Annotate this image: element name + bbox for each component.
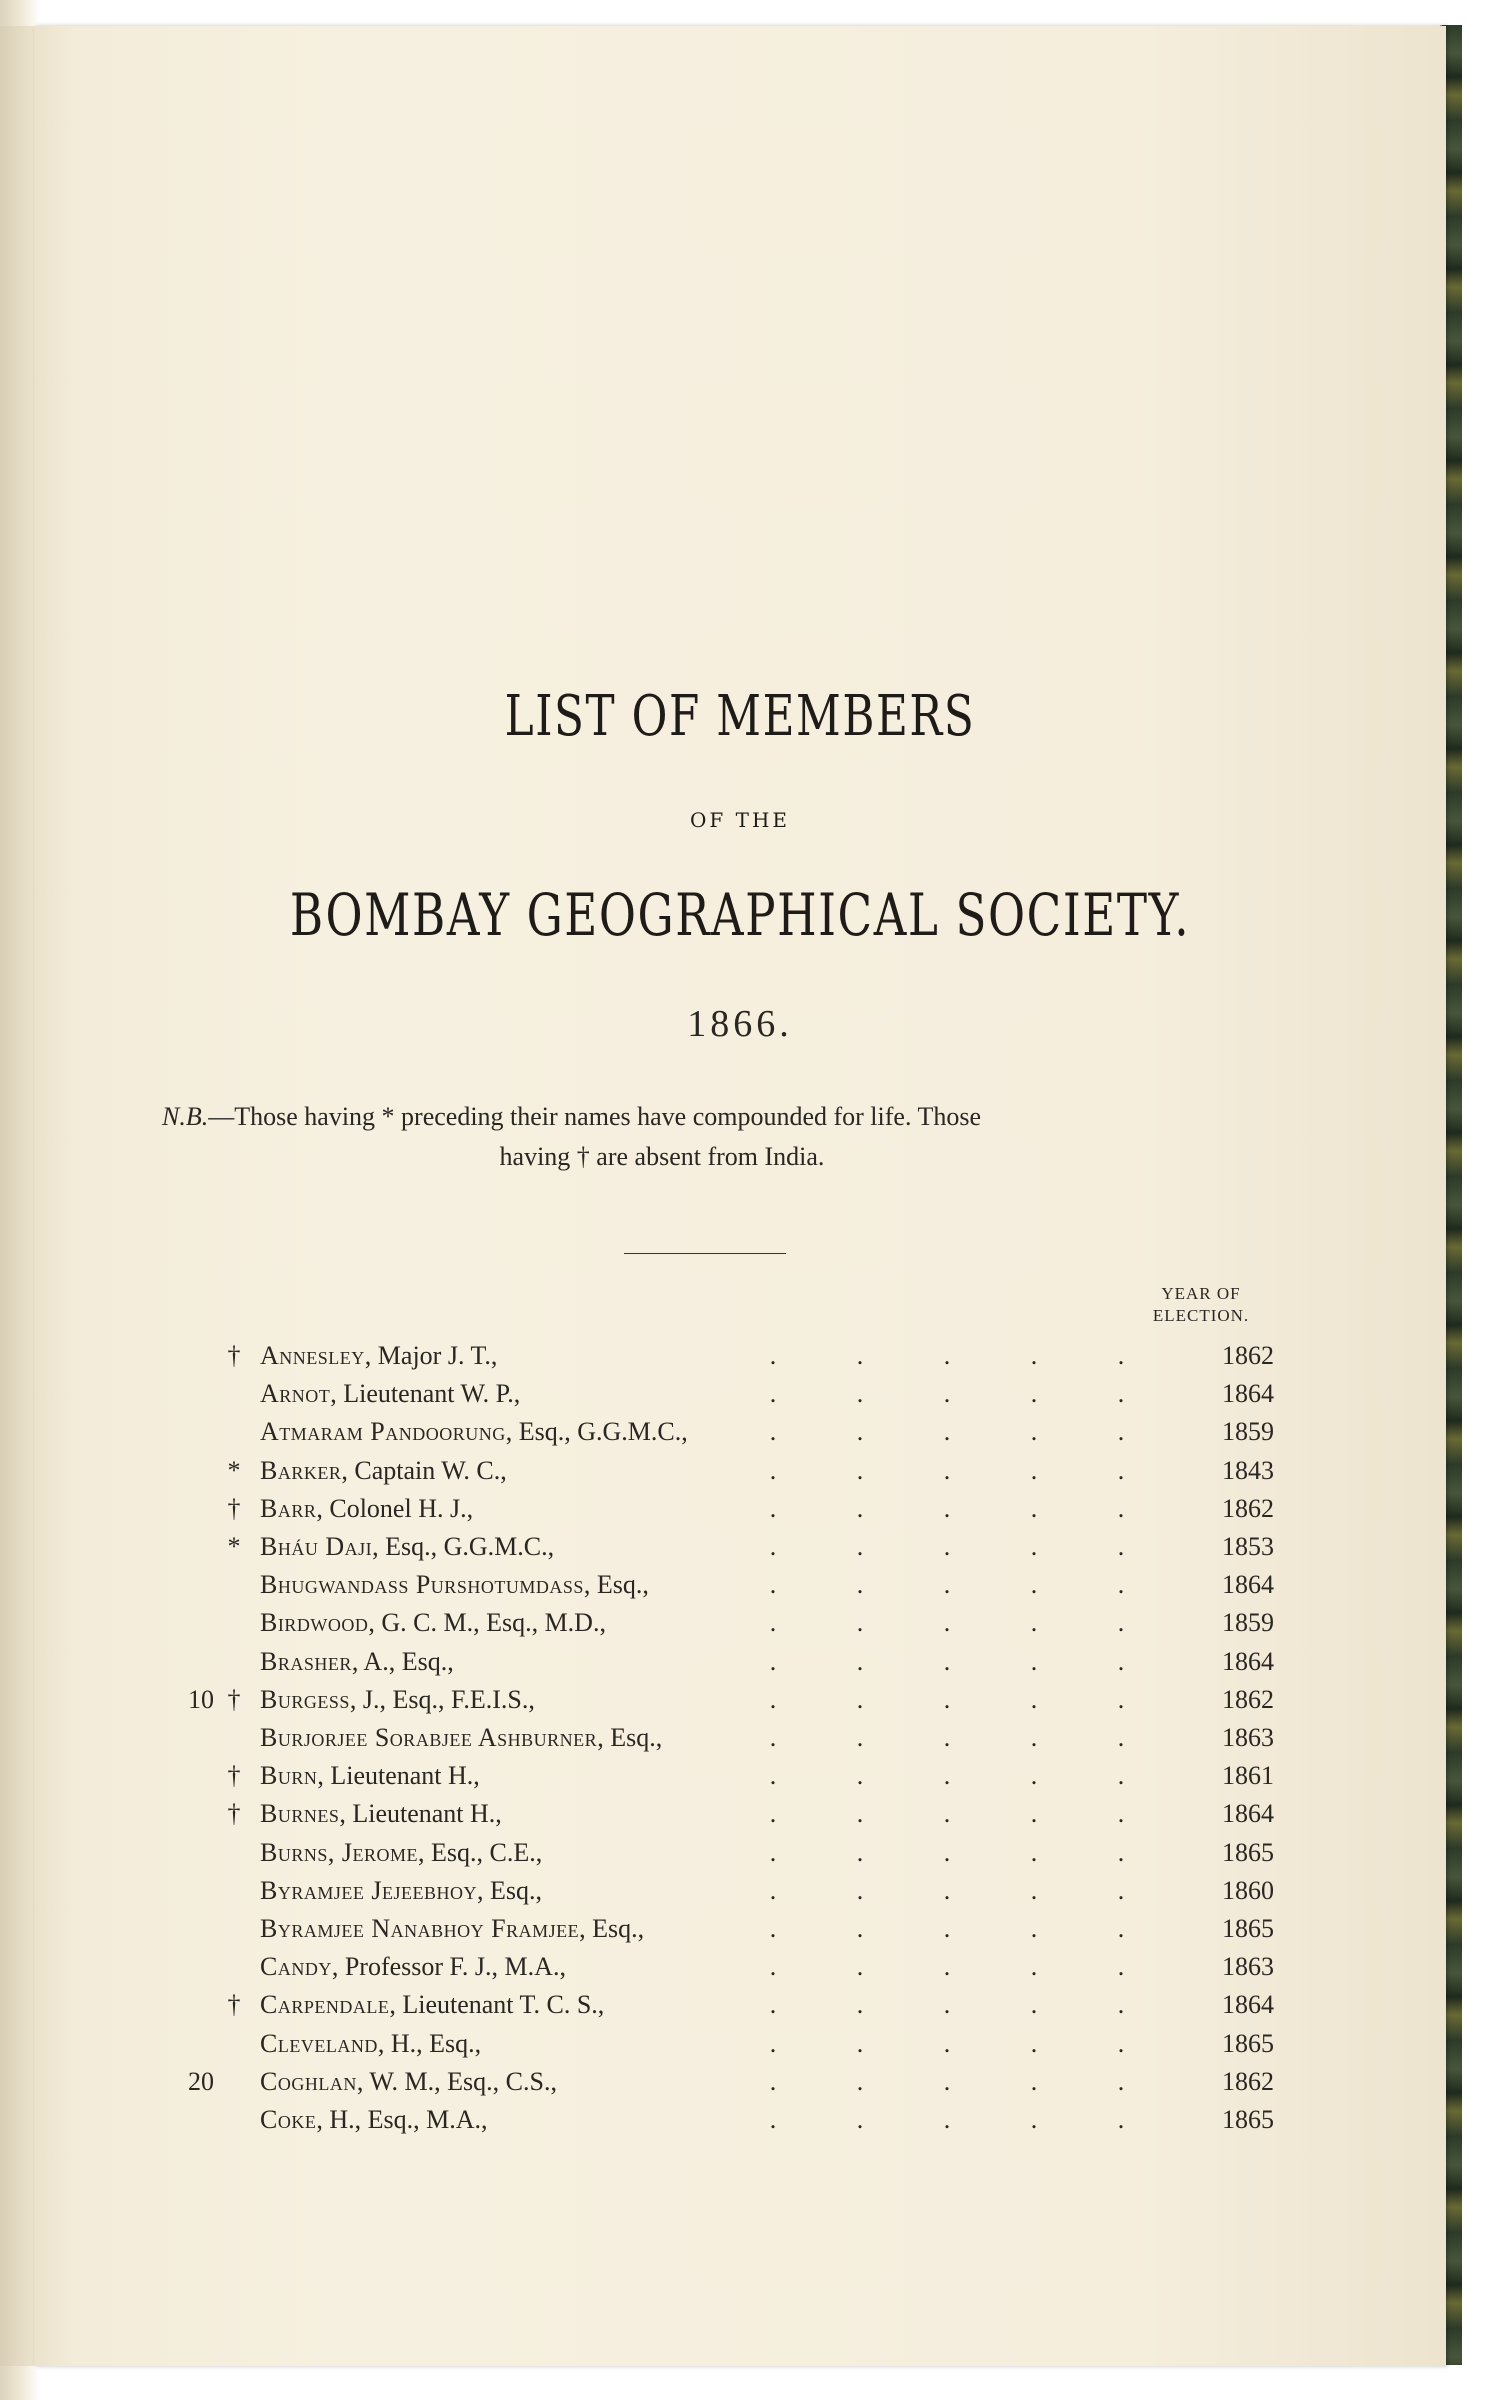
member-details: , J., Esq., F.E.I.S., xyxy=(349,1684,535,1714)
election-year: 1859 xyxy=(1222,1608,1274,1638)
member-name xyxy=(260,2101,488,2139)
leader-dot: . xyxy=(943,1952,951,1982)
member-name xyxy=(260,1910,644,1948)
leader-dot: . xyxy=(1117,2105,1125,2134)
member-mark: † xyxy=(227,1684,241,1714)
leader-dot: . xyxy=(856,1761,864,1791)
member-name xyxy=(260,1643,454,1681)
leader-dot: . xyxy=(1117,2066,1125,2096)
election-year: 1865 xyxy=(1222,1914,1274,1943)
member-surname: Burnes xyxy=(260,1799,340,1829)
nota-bene-label: N.B. xyxy=(162,1102,209,1131)
nota-bene-text-1: —Those having * preceding their names have compounded for life. Those xyxy=(208,1102,982,1131)
member-surname: Coghlan xyxy=(260,2066,357,2096)
member-details: , Esq., xyxy=(597,1723,663,1752)
leader-dot: . xyxy=(943,2105,951,2134)
member-row xyxy=(34,1490,1446,1528)
member-details: , H., Esq., xyxy=(377,2028,482,2058)
leader-dot: . xyxy=(856,1952,864,1982)
divider-rule xyxy=(624,1253,786,1254)
member-surname: Burn xyxy=(260,1761,318,1791)
member-mark: † xyxy=(227,1799,241,1829)
leader-dot: . xyxy=(1030,1837,1038,1867)
leader-dot: . xyxy=(769,1990,777,2020)
member-row xyxy=(34,2063,1446,2101)
member-name xyxy=(260,1948,566,1986)
member-surname: Candy xyxy=(260,1952,332,1982)
member-surname: Byramjee Jejeebhoy xyxy=(260,1875,477,1905)
page-left-edge xyxy=(0,26,34,2366)
leader-dot: . xyxy=(1117,1875,1125,1905)
member-surname: Barker xyxy=(260,1455,342,1485)
publication-year: 1866. xyxy=(687,1003,793,1045)
leader-dot: . xyxy=(943,1532,951,1561)
nota-bene-note xyxy=(162,1097,1302,1177)
member-name xyxy=(260,1375,520,1413)
leader-dot: . xyxy=(769,1570,777,1600)
leader-dot: . xyxy=(769,1532,777,1561)
leader-dot: . xyxy=(769,1799,777,1829)
member-name xyxy=(260,1681,535,1719)
leader-dot: . xyxy=(769,1761,777,1791)
leader-dot: . xyxy=(856,1570,864,1600)
leader-dot: . xyxy=(856,1532,864,1561)
member-row xyxy=(34,1872,1446,1910)
leader-dot: . xyxy=(769,1341,777,1370)
member-details: , Esq., G.G.M.C., xyxy=(372,1532,555,1561)
member-row xyxy=(34,1643,1446,1681)
leader-dot: . xyxy=(1030,1875,1038,1905)
election-year: 1862 xyxy=(1222,1684,1274,1714)
leader-dot: . xyxy=(769,1875,777,1905)
leader-dot: . xyxy=(856,1417,864,1447)
leader-dot: . xyxy=(1030,1570,1038,1600)
leader-dot: . xyxy=(769,1646,777,1676)
leader-dot: . xyxy=(943,1684,951,1714)
year-of-election-header-line-2: ELECTION. xyxy=(1152,1306,1250,1325)
leader-dot: . xyxy=(1030,1341,1038,1370)
year-of-election-header-line-1: YEAR OF xyxy=(1161,1284,1241,1303)
leader-dot: . xyxy=(1030,1455,1038,1485)
leader-dot: . xyxy=(1030,1417,1038,1447)
member-details: , W. M., Esq., C.S., xyxy=(356,2066,557,2096)
leader-dot: . xyxy=(1117,1532,1125,1561)
election-year: 1864 xyxy=(1222,1570,1274,1600)
member-surname: Birdwood xyxy=(260,1608,369,1638)
leader-dot: . xyxy=(1030,1379,1038,1409)
member-details: , Lieutenant W. P., xyxy=(330,1379,521,1409)
leader-dot: . xyxy=(1030,1493,1038,1523)
leader-dot: . xyxy=(856,1875,864,1905)
leader-dot: . xyxy=(1117,1379,1125,1409)
member-surname: Burns, Jerome xyxy=(260,1837,418,1867)
election-year: 1853 xyxy=(1222,1532,1274,1561)
member-details: , A., Esq., xyxy=(351,1646,454,1676)
leader-dot: . xyxy=(769,1417,777,1447)
leader-dot: . xyxy=(943,1493,951,1523)
member-details: , Esq., xyxy=(579,1914,645,1943)
member-name xyxy=(260,2025,481,2063)
member-details: , Lieutenant H., xyxy=(339,1799,502,1829)
leader-dot: . xyxy=(856,1379,864,1409)
leader-dot: . xyxy=(769,1914,777,1943)
member-surname: Coke xyxy=(260,2105,317,2134)
leader-dot: . xyxy=(1117,1684,1125,1714)
election-year: 1865 xyxy=(1222,2028,1274,2058)
member-details: , Esq., xyxy=(583,1570,649,1600)
member-mark: * xyxy=(227,1532,241,1561)
line-number: 20 xyxy=(188,2066,214,2096)
member-surname: Barr xyxy=(260,1493,317,1523)
member-name xyxy=(260,1566,649,1604)
leader-dot: . xyxy=(943,1608,951,1638)
member-surname: Burjorjee Sorabjee Ashburner xyxy=(260,1723,598,1752)
election-year: 1864 xyxy=(1222,1799,1274,1829)
member-name xyxy=(260,1834,542,1872)
leader-dot: . xyxy=(943,1417,951,1447)
leader-dot: . xyxy=(1030,2066,1038,2096)
leader-dot: . xyxy=(769,1952,777,1982)
election-year: 1861 xyxy=(1222,1761,1274,1791)
member-row xyxy=(34,1834,1446,1872)
leader-dot: . xyxy=(856,2105,864,2134)
election-year: 1860 xyxy=(1222,1875,1274,1905)
leader-dot: . xyxy=(943,1570,951,1600)
member-details: , Major J. T., xyxy=(364,1341,498,1370)
member-name xyxy=(260,1757,480,1795)
member-row xyxy=(34,1413,1446,1451)
election-year: 1862 xyxy=(1222,1341,1274,1370)
member-surname: Burgess xyxy=(260,1684,350,1714)
member-surname: Carpendale xyxy=(260,1990,390,2020)
member-details: , Lieutenant H., xyxy=(317,1761,480,1791)
member-row xyxy=(34,1337,1446,1375)
member-mark: † xyxy=(227,1493,241,1523)
member-row xyxy=(34,1566,1446,1604)
leader-dot: . xyxy=(1117,1608,1125,1638)
member-row xyxy=(34,1528,1446,1566)
member-name xyxy=(260,1337,497,1375)
leader-dot: . xyxy=(943,1990,951,2020)
leader-dot: . xyxy=(943,1837,951,1867)
member-surname: Atmaram Pandoorung xyxy=(260,1417,506,1447)
leader-dot: . xyxy=(1117,1493,1125,1523)
society-name: BOMBAY GEOGRAPHICAL SOCIETY. xyxy=(289,881,1191,949)
leader-dot: . xyxy=(943,1379,951,1409)
member-details: , Esq., G.G.M.C., xyxy=(505,1417,688,1447)
leader-dot: . xyxy=(769,1608,777,1638)
member-details: , G. C. M., Esq., M.D., xyxy=(368,1608,606,1638)
member-details: , Professor F. J., M.A., xyxy=(331,1952,566,1982)
member-mark: † xyxy=(227,1761,241,1791)
member-surname: Bháu Daji xyxy=(260,1532,373,1561)
leader-dot: . xyxy=(769,1837,777,1867)
leader-dot: . xyxy=(769,1684,777,1714)
leader-dot: . xyxy=(856,1990,864,2020)
member-details: , Captain W. C., xyxy=(341,1455,507,1485)
leader-dot: . xyxy=(769,2028,777,2058)
member-details: , H., Esq., M.A., xyxy=(316,2105,488,2134)
leader-dot: . xyxy=(1117,1837,1125,1867)
member-details: , Esq., xyxy=(476,1875,542,1905)
leader-dot: . xyxy=(943,1341,951,1370)
election-year: 1862 xyxy=(1222,2066,1274,2096)
leader-dot: . xyxy=(1117,1799,1125,1829)
member-row xyxy=(34,1375,1446,1413)
leader-dot: . xyxy=(1117,1952,1125,1982)
leader-dot: . xyxy=(856,1455,864,1485)
member-name xyxy=(260,1872,542,1910)
member-name xyxy=(260,1413,688,1451)
member-mark: † xyxy=(227,1341,241,1370)
member-details: , Esq., C.E., xyxy=(417,1837,543,1867)
leader-dot: . xyxy=(1030,1799,1038,1829)
page-subtitle: OF THE xyxy=(689,808,790,832)
member-mark: † xyxy=(227,1990,241,2020)
book-page xyxy=(34,26,1446,2366)
leader-dot: . xyxy=(943,1455,951,1485)
member-row xyxy=(34,1986,1446,2024)
leader-dot: . xyxy=(943,1875,951,1905)
leader-dot: . xyxy=(943,2066,951,2096)
nota-bene-text-2: having † are absent from India. xyxy=(499,1142,825,1171)
leader-dot: . xyxy=(1030,2028,1038,2058)
leader-dot: . xyxy=(856,1914,864,1943)
leader-dot: . xyxy=(856,2066,864,2096)
leader-dot: . xyxy=(1030,1532,1038,1561)
leader-dot: . xyxy=(1030,2105,1038,2134)
member-name xyxy=(260,1490,473,1528)
leader-dot: . xyxy=(856,1608,864,1638)
member-row xyxy=(34,1452,1446,1490)
leader-dot: . xyxy=(1117,1417,1125,1447)
member-row xyxy=(34,1948,1446,1986)
member-row xyxy=(34,1604,1446,1642)
election-year: 1864 xyxy=(1222,1379,1274,1409)
member-name xyxy=(260,1452,507,1490)
leader-dot: . xyxy=(1117,1570,1125,1600)
election-year: 1865 xyxy=(1222,2105,1274,2134)
leader-dot: . xyxy=(856,1493,864,1523)
leader-dot: . xyxy=(1117,1723,1125,1752)
member-name xyxy=(260,1528,554,1566)
leader-dot: . xyxy=(1030,1723,1038,1752)
leader-dot: . xyxy=(856,1837,864,1867)
leader-dot: . xyxy=(1030,1608,1038,1638)
leader-dot: . xyxy=(1030,1914,1038,1943)
leader-dot: . xyxy=(856,1684,864,1714)
leader-dot: . xyxy=(943,1646,951,1676)
leader-dot: . xyxy=(1117,1646,1125,1676)
leader-dot: . xyxy=(1117,1990,1125,2020)
leader-dot: . xyxy=(856,2028,864,2058)
leader-dot: . xyxy=(943,1723,951,1752)
election-year: 1859 xyxy=(1222,1417,1274,1447)
leader-dot: . xyxy=(1030,1646,1038,1676)
member-row xyxy=(34,2025,1446,2063)
election-year: 1843 xyxy=(1222,1455,1274,1485)
member-details: , Colonel H. J., xyxy=(316,1493,474,1523)
leader-dot: . xyxy=(856,1341,864,1370)
member-name xyxy=(260,1795,502,1833)
election-year: 1864 xyxy=(1222,1646,1274,1676)
line-number: 10 xyxy=(188,1684,214,1714)
member-surname: Cleveland xyxy=(260,2028,378,2058)
page-title: LIST OF MEMBERS xyxy=(504,684,976,749)
election-year: 1864 xyxy=(1222,1990,1274,2020)
leader-dot: . xyxy=(1030,1952,1038,1982)
leader-dot: . xyxy=(1030,1684,1038,1714)
leader-dot: . xyxy=(1030,1990,1038,2020)
member-name xyxy=(260,1604,606,1642)
leader-dot: . xyxy=(769,2066,777,2096)
member-surname: Annesley xyxy=(260,1341,365,1370)
leader-dot: . xyxy=(1117,2028,1125,2058)
member-row xyxy=(34,1719,1446,1757)
leader-dot: . xyxy=(769,1455,777,1485)
election-year: 1863 xyxy=(1222,1952,1274,1982)
member-row xyxy=(34,1757,1446,1795)
leader-dot: . xyxy=(1117,1914,1125,1943)
leader-dot: . xyxy=(856,1799,864,1829)
member-row xyxy=(34,1795,1446,1833)
leader-dot: . xyxy=(856,1723,864,1752)
leader-dot: . xyxy=(769,1379,777,1409)
member-name xyxy=(260,1719,662,1757)
member-surname: Arnot xyxy=(260,1379,331,1409)
leader-dot: . xyxy=(943,1799,951,1829)
member-row xyxy=(34,2101,1446,2139)
leader-dot: . xyxy=(856,1646,864,1676)
leader-dot: . xyxy=(943,1914,951,1943)
election-year: 1862 xyxy=(1222,1493,1274,1523)
leader-dot: . xyxy=(943,2028,951,2058)
member-details: , Lieutenant T. C. S., xyxy=(389,1990,605,2020)
member-surname: Byramjee Nanabhoy Framjee xyxy=(260,1914,580,1943)
member-mark: * xyxy=(227,1455,241,1485)
election-year: 1865 xyxy=(1222,1837,1274,1867)
year-of-election-header xyxy=(1136,1283,1266,1327)
leader-dot: . xyxy=(1117,1341,1125,1370)
member-surname: Bhugwandass Purshotumdass xyxy=(260,1570,584,1600)
leader-dot: . xyxy=(769,1723,777,1752)
election-year: 1863 xyxy=(1222,1723,1274,1752)
member-name xyxy=(260,1986,604,2024)
leader-dot: . xyxy=(769,2105,777,2134)
leader-dot: . xyxy=(943,1761,951,1791)
member-row xyxy=(34,1681,1446,1719)
leader-dot: . xyxy=(1117,1761,1125,1791)
member-name xyxy=(260,2063,557,2101)
leader-dot: . xyxy=(1030,1761,1038,1791)
leader-dot: . xyxy=(1117,1455,1125,1485)
member-row xyxy=(34,1910,1446,1948)
member-surname: Brasher xyxy=(260,1646,352,1676)
leader-dot: . xyxy=(769,1493,777,1523)
